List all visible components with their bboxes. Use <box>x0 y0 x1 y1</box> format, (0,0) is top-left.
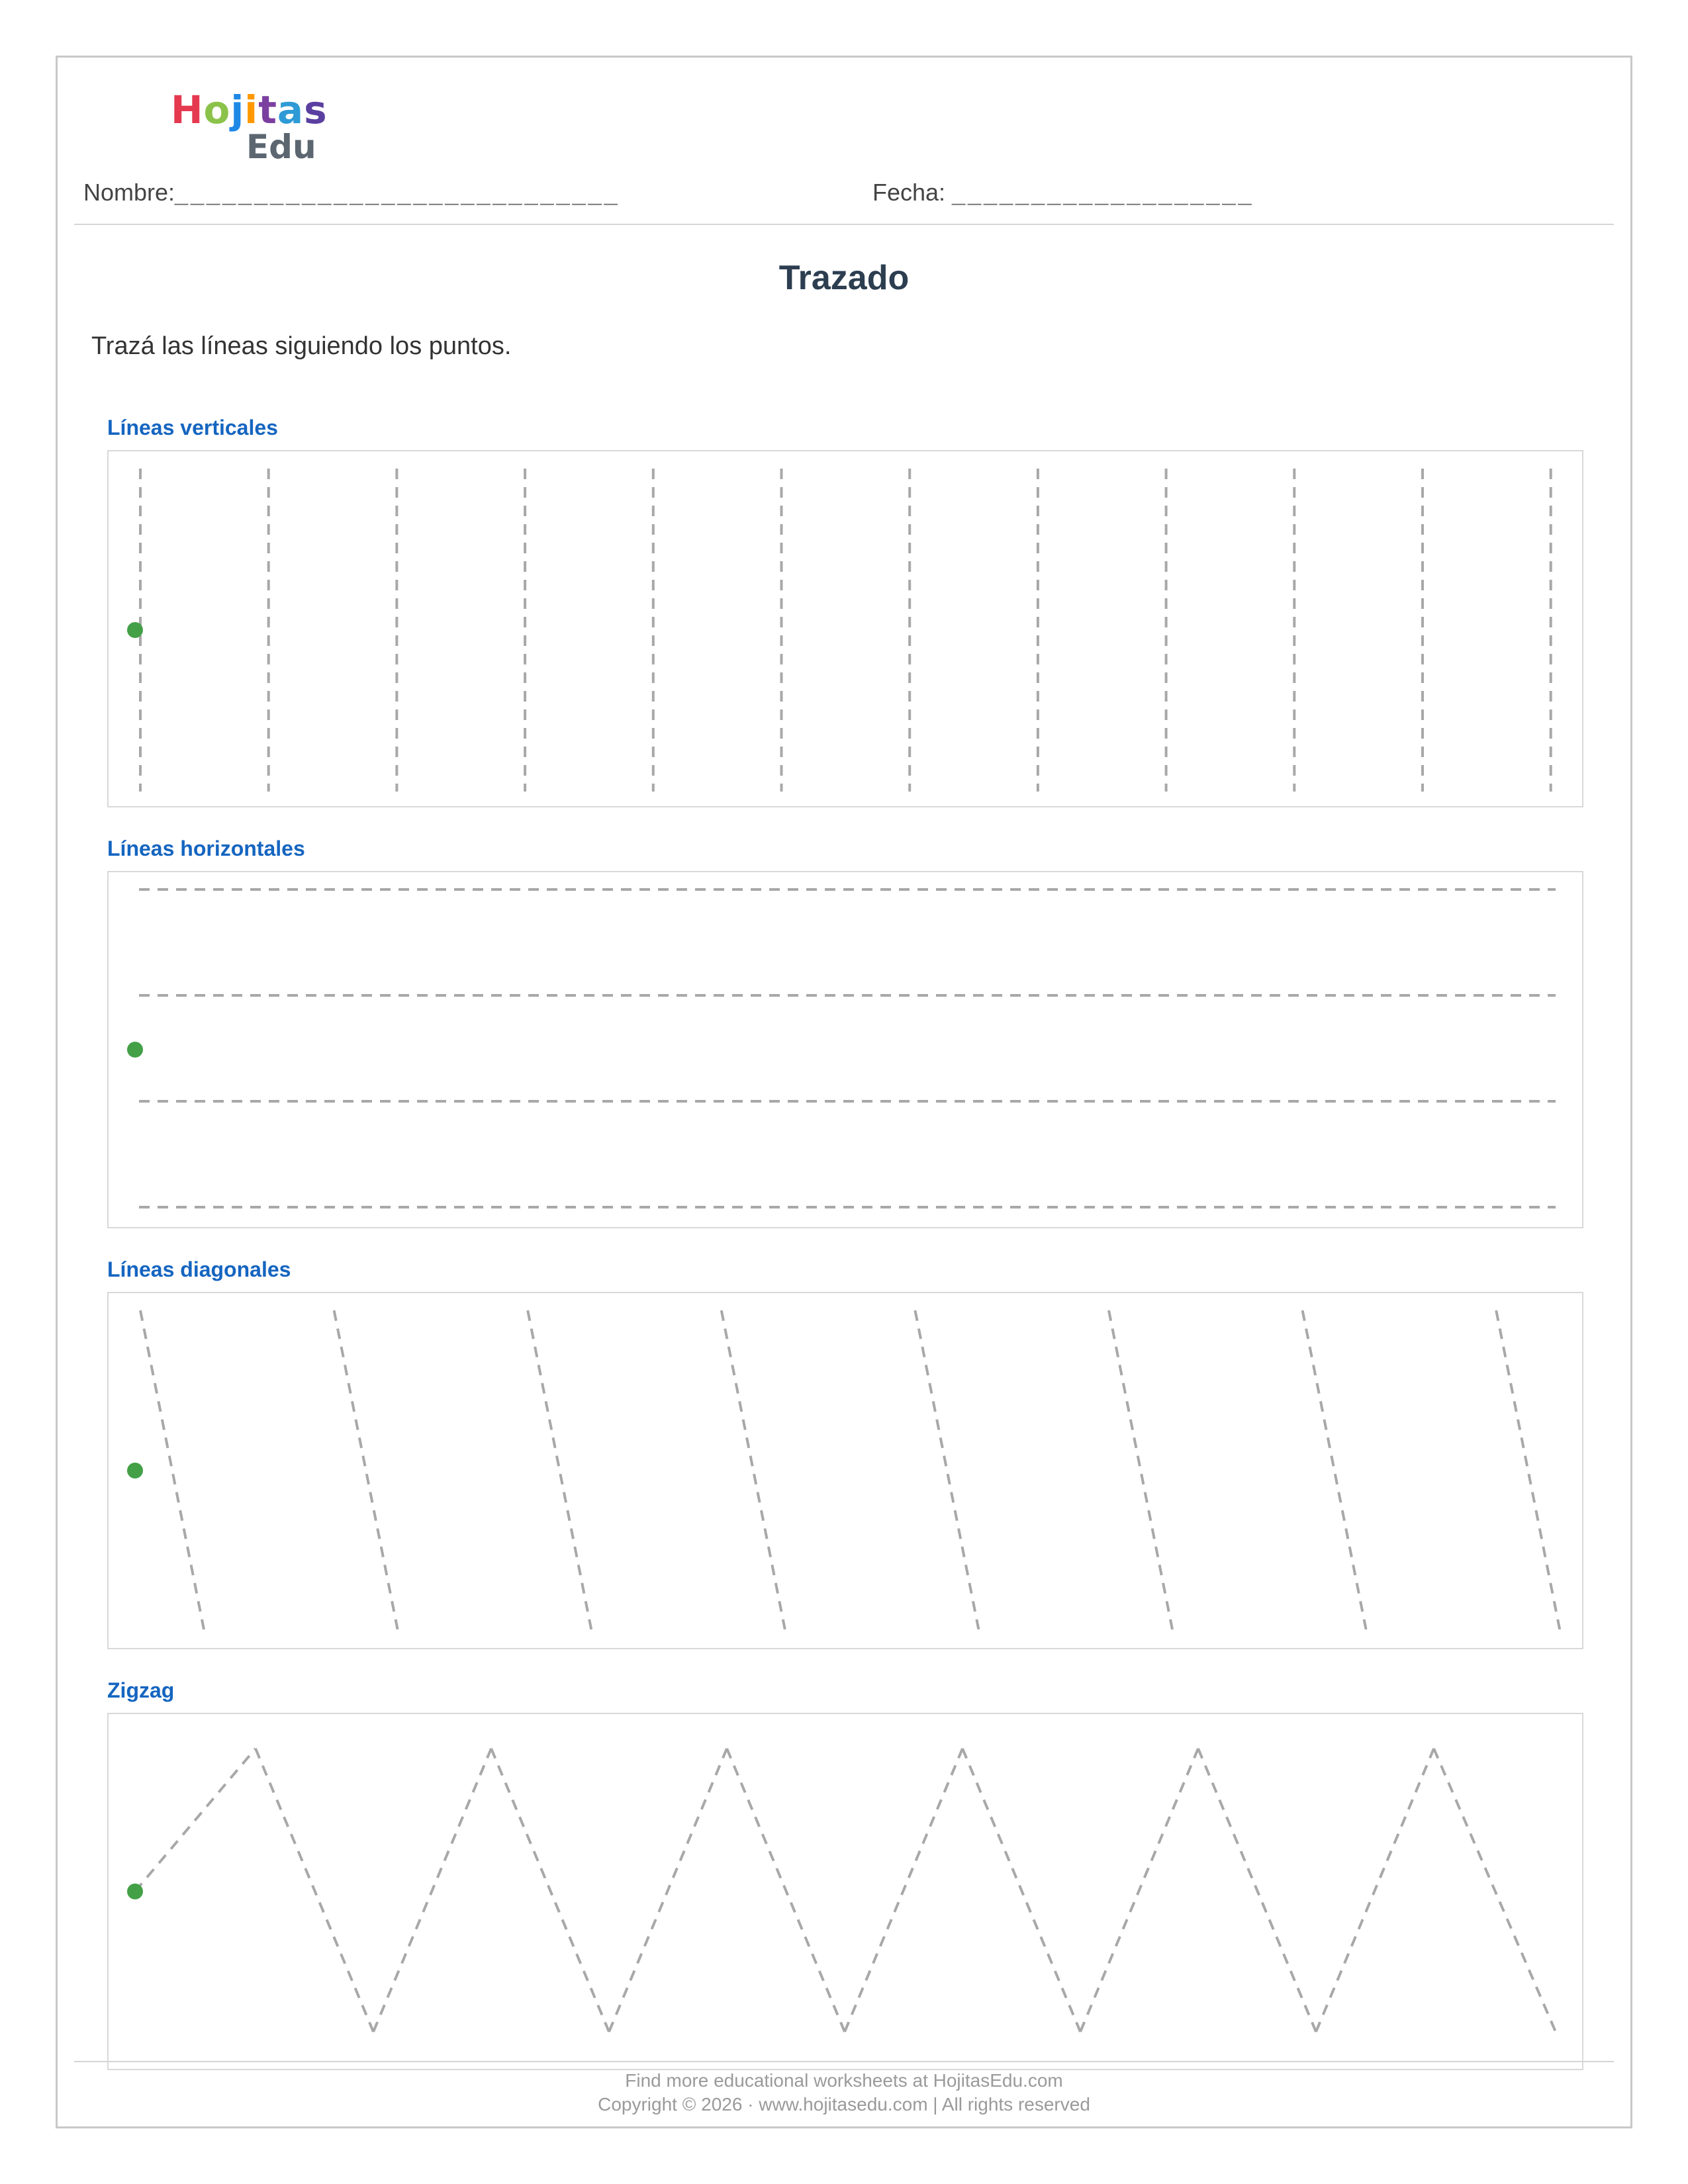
date-blank-line[interactable]: ___________________ <box>952 179 1254 206</box>
zigzag-trace-segment <box>135 1749 256 1891</box>
logo-sub: Edu <box>246 128 316 166</box>
section-label-diagonal: Líneas diagonales <box>107 1257 291 1281</box>
diagonal-trace-line <box>140 1310 204 1629</box>
header-divider <box>74 224 1614 225</box>
tracing-box-zigzag[interactable] <box>107 1713 1583 2070</box>
zigzag-trace-segment <box>609 1749 727 2032</box>
instructions-text: Trazá las líneas siguiendo los puntos. <box>91 332 512 360</box>
tracing-box-diagonal[interactable] <box>107 1292 1583 1649</box>
logo-letter: s <box>304 87 328 132</box>
diagonal-trace-line <box>722 1310 785 1629</box>
zigzag-trace-segment <box>1316 1749 1434 2032</box>
zigzag-trace-segment <box>727 1749 845 2032</box>
start-dot <box>127 1463 143 1479</box>
zigzag-trace-segment <box>962 1749 1080 2032</box>
horizontal-lines-drawing <box>109 872 1585 1230</box>
diagonal-lines-drawing <box>109 1293 1585 1651</box>
logo-letter: t <box>258 87 277 132</box>
diagonal-trace-line <box>1303 1310 1366 1629</box>
section-label-zigzag: Zigzag <box>107 1678 175 1702</box>
tracing-box-horizontal[interactable] <box>107 871 1583 1228</box>
start-dot <box>127 1884 143 1899</box>
zigzag-trace-segment <box>1198 1749 1316 2032</box>
diagonal-trace-line <box>915 1310 978 1629</box>
section-label-vertical: Líneas verticales <box>107 416 278 439</box>
date-label: Fecha: <box>872 179 946 206</box>
zigzag-trace-segment <box>845 1749 962 2032</box>
footer-copyright: Copyright © 2026 · www.hojitasedu.com | All rights reserved <box>598 2094 1090 2115</box>
section-label-horizontal: Líneas horizontales <box>107 837 305 860</box>
logo-letter: H <box>171 87 204 132</box>
diagonal-trace-line <box>1496 1310 1560 1629</box>
diagonal-trace-line <box>334 1310 398 1629</box>
hojitas-edu-logo <box>171 89 330 171</box>
logo-letter: o <box>203 87 231 132</box>
diagonal-trace-line <box>528 1310 591 1629</box>
zigzag-trace-segment <box>1080 1749 1198 2032</box>
name-blank-line[interactable]: ____________________________ <box>175 179 620 206</box>
date-field[interactable] <box>872 179 1254 206</box>
logo-letter: i <box>244 87 259 132</box>
zigzag-drawing <box>109 1714 1585 2071</box>
start-dot <box>127 1042 143 1058</box>
start-dot <box>127 622 143 638</box>
zigzag-trace-segment <box>373 1749 491 2032</box>
worksheet-title: Trazado <box>778 259 910 297</box>
logo-wordmark <box>171 89 328 131</box>
name-label: Nombre: <box>83 179 175 206</box>
logo-letter: j <box>230 87 245 132</box>
footer-promo-text: Find more educational worksheets at HojitasEdu.com <box>625 2070 1063 2091</box>
zigzag-trace-segment <box>491 1749 609 2032</box>
zigzag-trace-segment <box>1434 1749 1556 2032</box>
zigzag-trace-segment <box>256 1749 373 2032</box>
logo-letter: a <box>277 87 305 132</box>
diagonal-trace-line <box>1109 1310 1172 1629</box>
footer-divider <box>74 2061 1614 2062</box>
tracing-box-vertical[interactable] <box>107 450 1583 807</box>
name-field[interactable] <box>83 179 620 206</box>
vertical-lines-drawing <box>109 451 1585 809</box>
